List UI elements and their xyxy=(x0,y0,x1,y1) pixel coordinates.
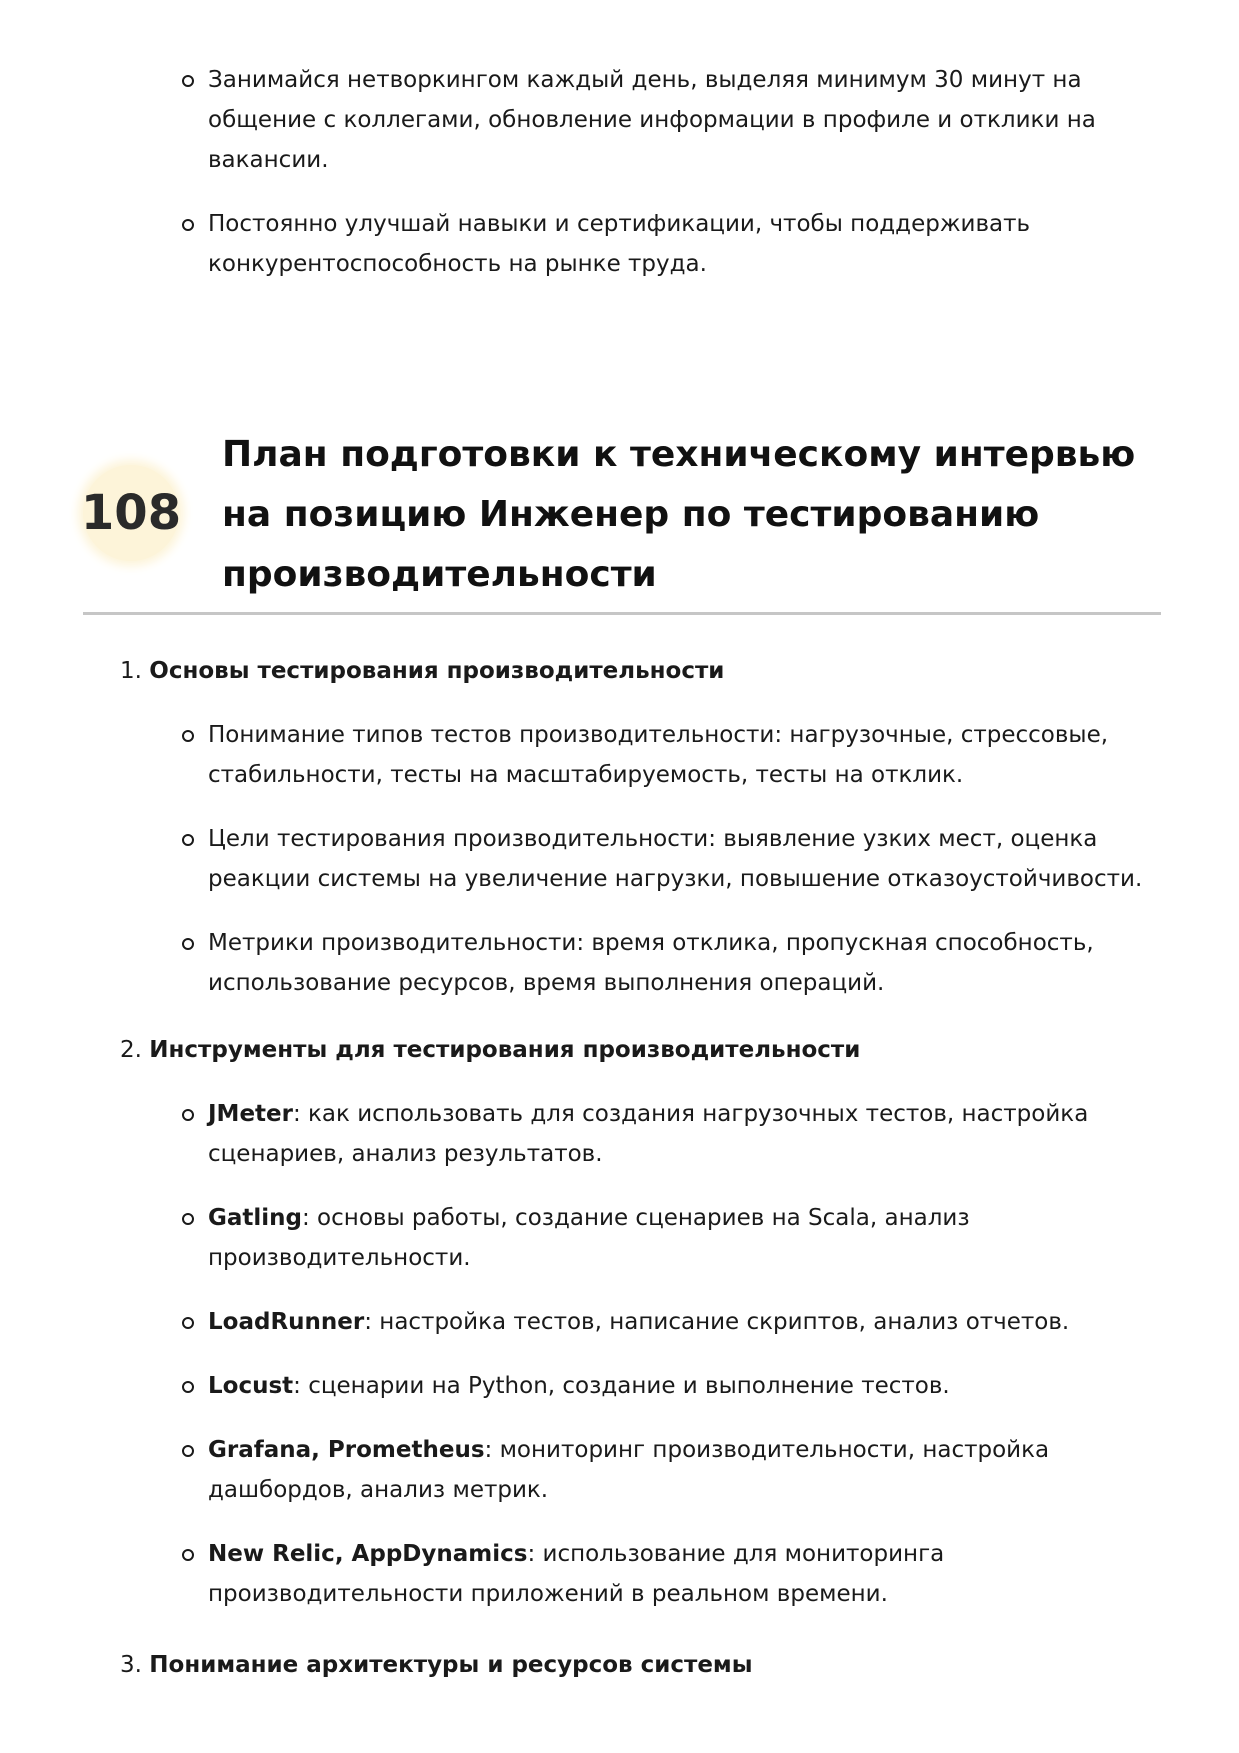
list-item xyxy=(208,60,1168,180)
list-item xyxy=(208,1534,1168,1614)
section-number: 2. xyxy=(120,1037,142,1063)
section-number: 3. xyxy=(120,1652,142,1678)
section-2 xyxy=(120,1034,1170,1638)
list-item-text: Постоянно улучшай навыки и сертификации, чтобы поддерживать конкурентоспособность на рынке труда. xyxy=(208,211,1031,277)
list-item xyxy=(208,1430,1168,1510)
section-bullet-list xyxy=(208,715,1168,1003)
chapter-title: План подготовки к техническому интервью на позицию Инженер по тестированию производительности xyxy=(222,434,1136,595)
section-title xyxy=(120,1034,1170,1066)
tool-name: New Relic, AppDynamics xyxy=(208,1541,528,1567)
list-item-text: : сценарии на Python, создание и выполнение тестов. xyxy=(293,1373,950,1399)
tool-name: LoadRunner xyxy=(208,1309,365,1335)
section-bullet-list xyxy=(208,1094,1168,1614)
section-1 xyxy=(120,655,1170,1027)
list-item-text: Понимание типов тестов производительности: нагрузочные, стрессовые, стабильности, тесты на масштабируемость, тесты на отклик. xyxy=(208,722,1109,788)
list-item-text: : основы работы, создание сценариев на Scala, анализ производительности. xyxy=(208,1205,970,1271)
list-item xyxy=(208,1366,1168,1406)
tool-name: Gatling xyxy=(208,1205,302,1231)
chapter-number-badge: 108 xyxy=(83,465,179,561)
list-item-text: : настройка тестов, написание скриптов, анализ отчетов. xyxy=(364,1309,1070,1335)
list-item xyxy=(208,1198,1168,1278)
list-item-text: : как использовать для создания нагрузочных тестов, настройка сценариев, анализ результатов. xyxy=(208,1101,1089,1167)
circle-bullet-icon xyxy=(182,1381,194,1393)
section-title-text: Инструменты для тестирования производительности xyxy=(149,1037,861,1063)
section-title-text: Основы тестирования производительности xyxy=(149,658,725,684)
continued-bullet-list xyxy=(208,60,1168,308)
tool-name: Grafana, Prometheus xyxy=(208,1437,485,1463)
circle-bullet-icon xyxy=(182,219,194,231)
circle-bullet-icon xyxy=(182,1109,194,1121)
circle-bullet-icon xyxy=(182,730,194,742)
list-item-text: Занимайся нетворкингом каждый день, выделяя минимум 30 минут на общение с коллегами, обновление информации в профиле и отклики на вакансии. xyxy=(208,67,1096,173)
list-item xyxy=(208,715,1168,795)
list-item xyxy=(208,1094,1168,1174)
tool-name: JMeter xyxy=(208,1101,293,1127)
list-item-text: : мониторинг производительности, настройка дашбордов, анализ метрик. xyxy=(208,1437,1050,1503)
list-item-text: Метрики производительности: время отклика, пропускная способность, использование ресурсов, время выполнения операций. xyxy=(208,930,1094,996)
circle-bullet-icon xyxy=(182,1549,194,1561)
list-item xyxy=(208,819,1168,899)
circle-bullet-icon xyxy=(182,938,194,950)
circle-bullet-icon xyxy=(182,1213,194,1225)
circle-bullet-icon xyxy=(182,1317,194,1329)
section-3 xyxy=(120,1649,1170,1681)
list-item xyxy=(208,204,1168,284)
circle-bullet-icon xyxy=(182,1445,194,1457)
list-item-text: : использование для мониторинга производительности приложений в реальном времени. xyxy=(208,1541,945,1607)
section-title xyxy=(120,655,1170,687)
tool-name: Locust xyxy=(208,1373,294,1399)
list-item xyxy=(208,1302,1168,1342)
chapter-heading xyxy=(80,421,1161,615)
list-item-text: Цели тестирования производительности: выявление узких мест, оценка реакции системы на увеличение нагрузки, повышение отказоустойчивости. xyxy=(208,826,1143,892)
circle-bullet-icon xyxy=(182,75,194,87)
section-title-text: Понимание архитектуры и ресурсов системы xyxy=(149,1652,753,1678)
circle-bullet-icon xyxy=(182,834,194,846)
list-item xyxy=(208,923,1168,1003)
section-title xyxy=(120,1649,1170,1681)
section-number: 1. xyxy=(120,658,142,684)
